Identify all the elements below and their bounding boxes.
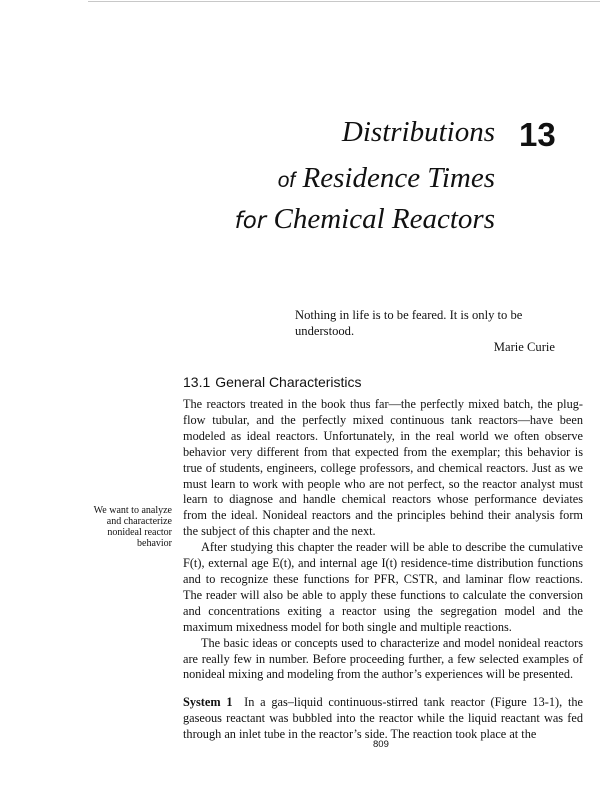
epigraph (295, 307, 555, 355)
chapter-number: 13 (519, 116, 556, 153)
title-for: for (234, 208, 267, 234)
section-heading (183, 373, 362, 391)
system-1-text: In a gas–liquid continuous-stirred tank reactor (Figure 13-1), the gaseous reactant was bubbled into the reactor while the liquid reactant was fed through an inlet tube in the reactor’s side. The reaction took place at the (183, 695, 584, 742)
page-number: 809 (373, 739, 389, 750)
top-rule (88, 1, 600, 2)
body-text (183, 397, 583, 743)
epigraph-quote: Nothing in life is to be feared. It is only to be understood. (295, 308, 523, 338)
system-1-paragraph (183, 695, 583, 743)
epigraph-author: Marie Curie (493, 340, 555, 354)
chapter-title-line-1: Distributions (341, 116, 495, 148)
paragraph: The basic ideas or concepts used to characterize and model nonideal reactors are really few in number. Before proceeding further, a few selected examples of nonideal mixing and modeling from the author’s experiences will be presented. (183, 635, 583, 682)
title-of: of (277, 169, 296, 192)
system-1-label: System 1 (183, 695, 233, 710)
chapter-title-line-2: of Residence Times (277, 162, 495, 194)
paragraph: The reactors treated in the book thus far—the perfectly mixed batch, the plug-flow tubular, and the perfectly mixed continuous tank reactors—have been modeled as ideal reactors. Unfortunately, in the real world we often observe behavior very different from that expected from the exemplar; this behavior is true of students, engineers, college professors, and chemical reactors. Just as we must learn to work with people who are not perfect, so the reactor analyst must learn to diagnose and handle chemical reactors whose performance deviates from the ideal. Nonideal reactors and the principles behind their analysis form the subject of this chapter and the next. (183, 397, 583, 539)
margin-note: We want to analyze and characterize nonideal reactor behavior (93, 505, 172, 549)
section-number: 13.1 (183, 374, 211, 390)
section-title: General Characteristics (215, 374, 362, 390)
paragraph: After studying this chapter the reader will be able to describe the cumulative F(t), external age E(t), and internal age I(t) residence-time distribution functions and to recognize these functions for PFR, CSTR, and laminar flow reactions. The reader will also be able to apply these functions to calculate the conversion and concentrations exiting a reactor using the segregation model and the maximum mixedness model for both single and multiple reactions. (183, 540, 583, 634)
chapter-title-line-3: for Chemical Reactors (234, 203, 495, 235)
